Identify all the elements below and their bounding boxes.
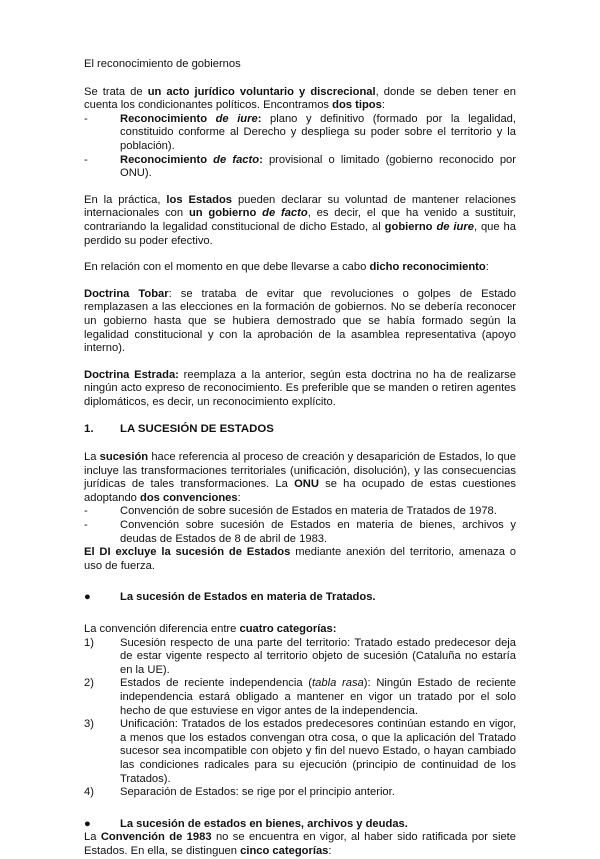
list-marker: 3) — [84, 718, 94, 731]
bold-run: dicho reconocimiento — [369, 261, 486, 274]
list-item-text — [120, 677, 516, 718]
bold-run: : — [257, 112, 262, 125]
list-marker: 4) — [84, 786, 94, 799]
numbered-item-2 — [84, 677, 516, 718]
list-marker: 2) — [84, 677, 94, 690]
text-run: La — [84, 831, 101, 844]
list-marker: 1) — [84, 636, 94, 649]
bold-run: Convención de 1983 — [100, 831, 212, 844]
document-page — [84, 58, 516, 859]
paragraph-intro — [84, 86, 516, 113]
bold-italic-run: de facto — [262, 207, 308, 220]
paragraph-practica — [84, 194, 516, 248]
text-run: : — [485, 261, 489, 274]
text-run: reemplaza a la anterior, según esta doctrina no ha de realizarse ningún acto expreso de reconocimiento. Es preferible que se manden o retiren agentes diplomáticos, es decir, un reconocimiento explícito. — [84, 368, 516, 408]
text-run: provisional o limitado (gobierno reconocido por ONU). — [120, 153, 516, 180]
bold-italic-run: de facto — [213, 153, 260, 166]
numbered-item-4 — [84, 786, 516, 800]
text-run: , es decir, el que ha venido a sustituir, contrariando la legalidad constitucional de dicho Estado, al — [84, 207, 516, 233]
text-run: pueden declarar su voluntad de mantener relaciones internacionales con — [84, 193, 517, 220]
bold-run: dos tipos — [332, 99, 382, 112]
bold-run: sucesión — [99, 451, 149, 464]
text-run: se ha ocupado de estas cuestiones adoptando — [84, 478, 516, 504]
subheading-title: La sucesión de estados en bienes, archivos y deudas. — [120, 817, 408, 830]
paragraph-doctrina-estrada — [84, 369, 516, 410]
bold-run: dos convenciones — [140, 491, 238, 504]
text-run: La — [84, 451, 100, 464]
list-item-text: Sucesión respecto de una parte del territorio: Tratado estado predecesor deja de estar vigente respecto al territorio objeto de sucesión (Cataluña no estaría en la UE). — [120, 636, 516, 676]
section-heading-sucesion — [84, 423, 516, 437]
bold-run: un acto jurídico voluntario y discrecional — [147, 85, 376, 98]
text-run: Se trata de — [84, 85, 148, 98]
italic-run: tabla rasa — [312, 677, 364, 690]
text-run: hace referencia al proceso de creación y desaparición de Estados, lo que incluye las transformaciones territoriales (unificación, disolución), y las consecuencias jurídicas de tales transformaciones. La — [84, 451, 516, 491]
list-item-convencion-1983 — [84, 519, 516, 546]
bold-run: Doctrina Tobar — [84, 287, 169, 300]
text-run: : — [328, 844, 332, 857]
text-run: , que ha perdido su poder efectivo. — [84, 220, 516, 247]
list-item-text: Separación de Estados: se rige por el principio anterior. — [120, 786, 395, 799]
subheading-bienes — [84, 818, 516, 832]
section-title: LA SUCESIÓN DE ESTADOS — [120, 423, 274, 436]
list-item-convencion-1978 — [84, 505, 516, 519]
bullet-icon: ● — [84, 591, 91, 604]
paragraph-sucesion — [84, 451, 516, 505]
bold-run: ONU — [294, 478, 319, 491]
list-marker: - — [84, 519, 88, 532]
bullet-icon: ● — [84, 817, 91, 830]
list-item-de-iure — [84, 113, 516, 154]
list-item-text: Convención de sobre sucesión de Estados en materia de Tratados de 1978. — [120, 505, 497, 518]
text-run: , donde se deben tener en cuenta los condicionantes políticos. Encontramos — [84, 85, 516, 112]
text-run: no se encuentra en vigor, al haber sido ratificada por siete Estados. En ella, se distinguen — [84, 831, 516, 857]
bold-run: cinco categorías — [240, 844, 329, 857]
bold-run: gobierno — [384, 220, 437, 233]
bold-run: El DI excluye la sucesión de Estados — [84, 546, 291, 559]
list-marker: - — [84, 153, 88, 166]
bold-run: cuatro categorías: — [239, 623, 337, 635]
paragraph-categorias — [84, 623, 516, 637]
list-marker: - — [84, 505, 88, 518]
paragraph-di-excluye — [84, 546, 516, 573]
text-run: La convención diferencia entre — [84, 623, 240, 635]
text-run: : se trataba de evitar que revoluciones o golpes de Estado remplazasen a las elecciones en la formación de gobiernos. No se debería reconocer un gobierno hasta que se hubiera demostrado que se había formado según la legalidad constitucional y con la aprobación de la asamblea representativa (apoyo interno). — [84, 287, 517, 355]
bold-run: Reconocimiento — [120, 153, 214, 166]
text-run: Estados de reciente independencia ( — [120, 677, 313, 690]
bold-italic-run: de iure — [436, 220, 474, 233]
subheading-title: La sucesión de Estados en materia de Tratados. — [120, 591, 376, 604]
paragraph-momento — [84, 261, 516, 275]
list-marker: - — [84, 112, 88, 125]
text-run: : — [381, 99, 385, 112]
text-run: En relación con el momento en que debe llevarse a cabo — [84, 261, 370, 274]
bold-run: Doctrina Estrada: — [84, 368, 179, 381]
text-run: ): Ningún Estado de reciente independencia estará obligado a mantener en vigor un tratado por el solo hecho de que estuviese en vigor antes de la independencia. — [120, 677, 516, 717]
text-run: plano y definitivo (formado por la legalidad, constituido conforme al Derecho y despliega su poder sobre el territorio y la población). — [120, 112, 517, 152]
bold-run: : — [259, 153, 263, 166]
list-item-text — [120, 154, 516, 181]
bold-run: Reconocimiento — [120, 112, 216, 125]
document-title: El reconocimiento de gobiernos — [84, 58, 241, 70]
paragraph-convencion-1983 — [84, 831, 516, 858]
list-item-text: Convención sobre sucesión de Estados en materia de bienes, archivos y deudas de Estados de 8 de abril de 1983. — [120, 519, 516, 545]
subheading-tratados — [84, 591, 516, 605]
list-item-de-facto — [84, 154, 516, 181]
text-run: : — [237, 491, 241, 504]
numbered-item-1 — [84, 637, 516, 678]
text-run: mediante anexión del territorio, amenaza o uso de fuerza. — [84, 546, 516, 572]
text-run: En la práctica, — [84, 193, 167, 206]
numbered-item-3 — [84, 718, 516, 786]
bold-italic-run: de iure — [215, 112, 258, 125]
list-item-text: Unificación: Tratados de los estados predecesores continúan estando en vigor, a menos que los estados convengan otra cosa, o que la aplicación del Tratado sucesor sea incompatible con objeto y fin del nuevo Estado, o hayan cambiado las condiciones radicales para su ejecución (principio de continuidad de los Tratados). — [120, 718, 516, 785]
paragraph-doctrina-tobar — [84, 288, 516, 356]
bold-run: los Estados — [166, 193, 233, 206]
section-number: 1. — [84, 423, 94, 436]
list-item-text — [120, 113, 516, 154]
bold-run: un gobierno — [188, 207, 263, 220]
